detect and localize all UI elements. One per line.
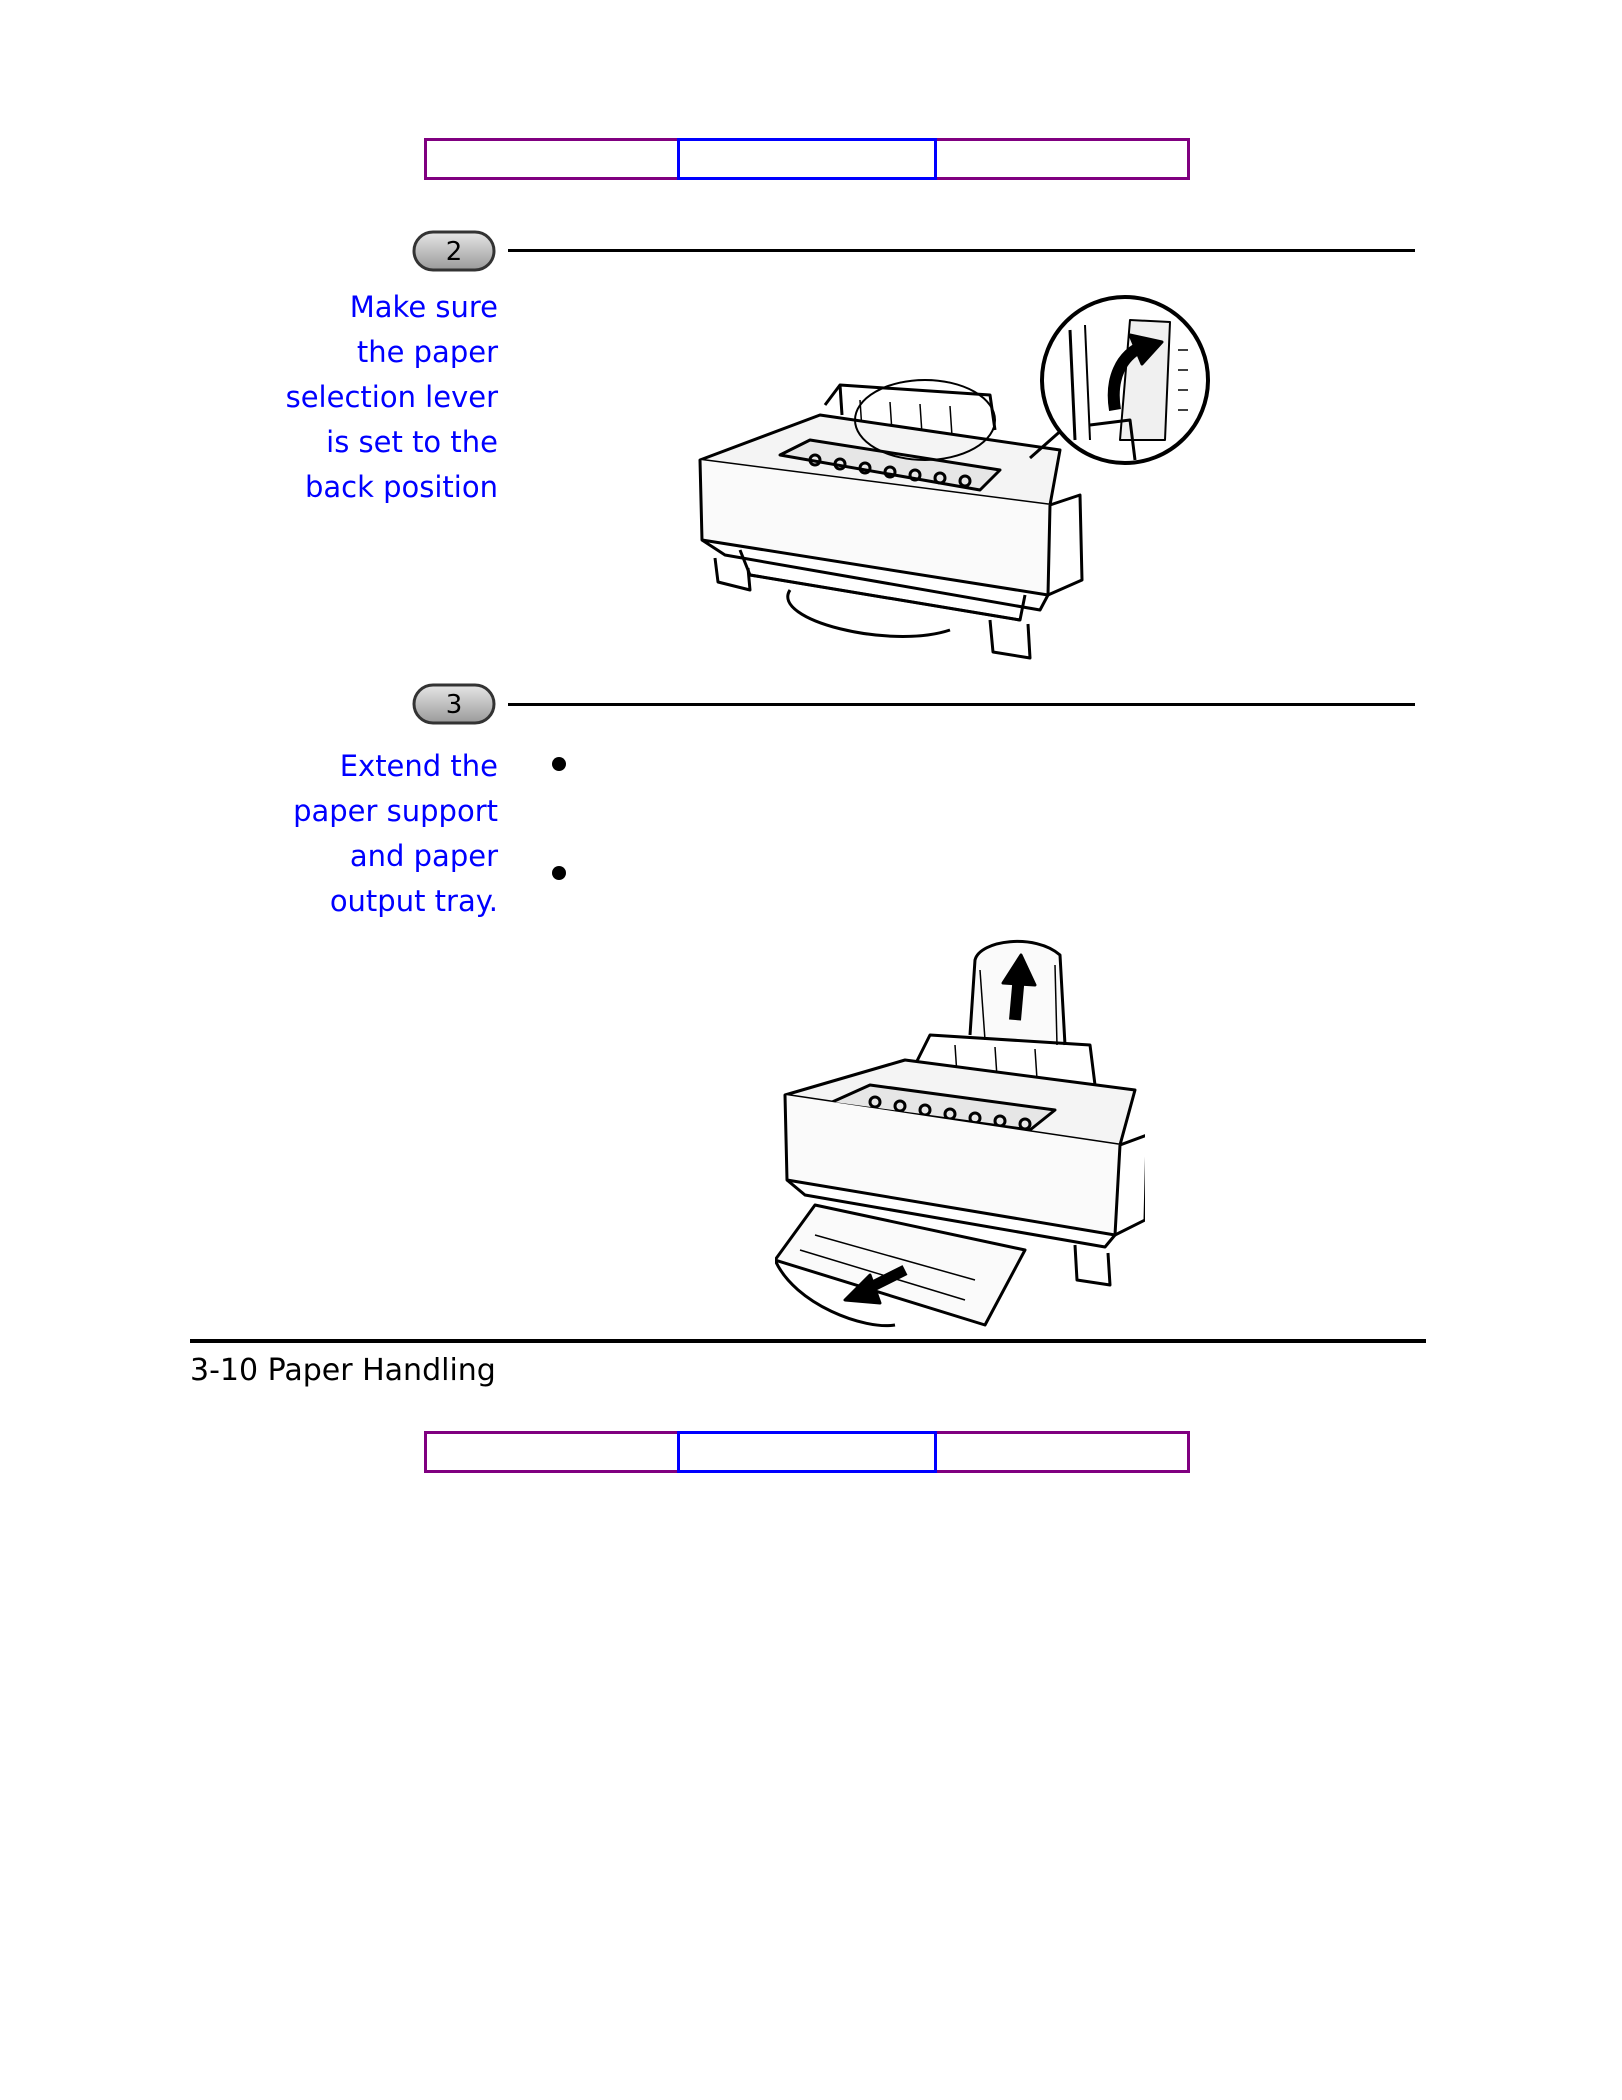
step-2-number: 2 xyxy=(445,237,463,267)
step-2-line: Make sure xyxy=(349,290,498,324)
step-2-line: back position xyxy=(304,470,498,504)
nav-contents-button[interactable] xyxy=(677,138,937,180)
bottom-navigation xyxy=(424,1431,1190,1473)
bullet-point xyxy=(552,866,566,880)
printer-lever-closeup-illustration xyxy=(690,290,1230,670)
footer-rule xyxy=(190,1339,1426,1343)
step-3-number: 3 xyxy=(445,690,463,720)
step-2-line: is set to the xyxy=(326,425,498,459)
step-3-rule xyxy=(508,703,1415,706)
bullet-point xyxy=(552,757,566,771)
step-3-badge xyxy=(411,682,497,726)
step-3-line: paper support xyxy=(293,794,498,828)
step-2-badge xyxy=(411,229,497,273)
step-2-line: the paper xyxy=(356,335,498,369)
nav-previous-button[interactable] xyxy=(424,1431,680,1473)
printer-extended-trays-illustration xyxy=(775,935,1145,1330)
nav-contents-button[interactable] xyxy=(677,1431,937,1473)
nav-previous-button[interactable] xyxy=(424,138,680,180)
nav-next-button[interactable] xyxy=(934,138,1190,180)
step-2-line: selection lever xyxy=(285,380,498,414)
page-footer: 3-10 Paper Handling xyxy=(190,1353,496,1388)
step-3-line: Extend the xyxy=(339,749,498,783)
step-3-line: and paper xyxy=(349,839,498,873)
top-navigation xyxy=(424,138,1190,180)
step-2-rule xyxy=(508,249,1415,252)
step-3-line: output tray. xyxy=(329,884,498,918)
nav-next-button[interactable] xyxy=(934,1431,1190,1473)
step-2-instruction xyxy=(240,285,498,510)
step-3-instruction xyxy=(240,744,498,924)
